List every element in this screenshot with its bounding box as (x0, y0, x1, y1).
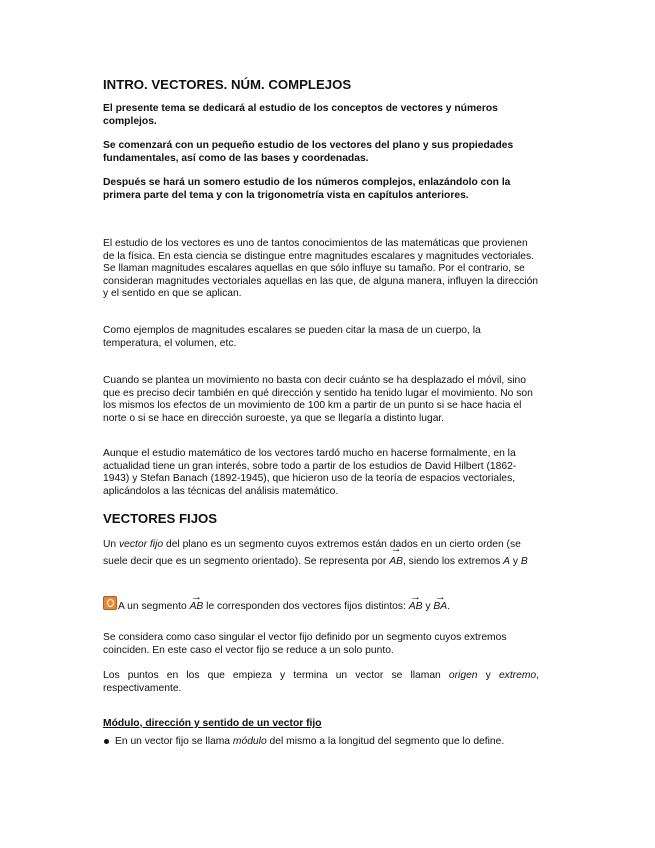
subsection-title (103, 718, 539, 731)
bullet-icon (104, 739, 109, 744)
subsection-title-text: Módulo, dirección y sentido de un vector fijo (103, 718, 322, 729)
vector-ab-notation-2: → AB (409, 601, 423, 614)
segment-note (103, 596, 539, 614)
bullet-text-2: del mismo a la longitud del segmento que lo define. (266, 736, 505, 747)
note-icon (103, 596, 117, 610)
def-text-4: y (509, 556, 521, 567)
body-paragraph-4: Aunque el estudio matemático de los vectores tardó mucho en hacerse formalmente, en la actualidad tiene un gran interés, sobre todo a partir de los estudios de David Hilbert (1862-1943) y Stefan Banach (1892-1945), que hicieron uso de la teoría de espacios vectoriales, aplicándolos a las técnicas del análisis matemático. (103, 448, 517, 497)
origin-extreme-paragraph (103, 670, 539, 695)
def-text-2: del plano es un segmento cuyos extremos están dados en un cierto orden (se suele decir que es un segmento orientado). Se representa por (103, 539, 521, 567)
vector-ab-notation: → AB (389, 553, 403, 570)
page-title: INTRO. VECTORES. NÚM. COMPLEJOS (103, 77, 352, 92)
pts-text-1: Los puntos en los que empieza y termina un vector se llaman (103, 670, 449, 681)
segment-ab-notation: → AB (190, 601, 204, 614)
origin-term: origen (448, 670, 478, 681)
intro-paragraph-3: Después se hará un somero estudio de los números complejos, enlazándolo con la primera parte del tema y con la trigonometría vista en capítulos anteriores. (103, 177, 511, 201)
modulo-bullet (115, 736, 545, 749)
body-paragraph-3: Cuando se plantea un movimiento no basta con decir cuánto se ha desplazado el móvil, sino que es preciso decir también en qué dirección y sentido ha tenido lugar el movimiento. No son los mismos los efectos de un movimiento de 100 km a partir de un punto si se hace hacia el norte o si se hace en dirección suroeste, ya que se llegaría a distinto lugar. (103, 375, 533, 424)
vector-fijo-definition (103, 536, 539, 570)
vector-ba-notation: → BA (433, 601, 447, 614)
modulo-term: módulo (232, 736, 267, 747)
note-text-4: . (447, 601, 451, 612)
extreme-term: extremo (498, 670, 537, 681)
null-vector-paragraph: Se considera como caso singular el vector fijo definido por un segmento cuyos extremos coinciden. En este caso el vector fijo se reduce a un solo punto. (103, 632, 507, 656)
note-text-1: A un segmento (118, 601, 190, 612)
section-title: VECTORES FIJOS (103, 511, 218, 526)
pts-text-3: , respectivamente. (103, 670, 540, 694)
body-paragraph-1: El estudio de los vectores es uno de tantos conocimientos de las matemáticas que provienen de la física. En esta ciencia se distingue entre magnitudes escalares y magnitudes vectoriales. Se llaman magnitudes escalares aquellas en que sólo influye su tamaño. Por el contrario, se consideran magnitudes vectoriales aquellas en las que, de alguna manera, influyen la dirección y el sentido en que se aplican. (103, 238, 539, 299)
bullet-text-1: En un vector fijo se llama (115, 736, 233, 747)
def-point-a: A (503, 556, 510, 567)
def-point-b: B (520, 556, 528, 567)
intro-paragraph-2: Se comenzará con un pequeño estudio de los vectores del plano y sus propiedades fundamentales, así como de las bases y coordenadas. (103, 140, 514, 164)
body-paragraph-2: Como ejemplos de magnitudes escalares se pueden citar la masa de un cuerpo, la temperatura, el volumen, etc. (103, 325, 481, 349)
intro-paragraph-1: El presente tema se dedicará al estudio de los conceptos de vectores y números complejos. (103, 103, 498, 127)
def-text-1: Un (103, 539, 120, 550)
def-text-3: , siendo los extremos (402, 556, 504, 567)
def-term: vector fijo (119, 539, 164, 550)
note-text-2: le corresponden dos vectores fijos distintos: (203, 601, 409, 612)
pts-text-2: y (477, 670, 499, 681)
note-text-3: y (422, 601, 434, 612)
